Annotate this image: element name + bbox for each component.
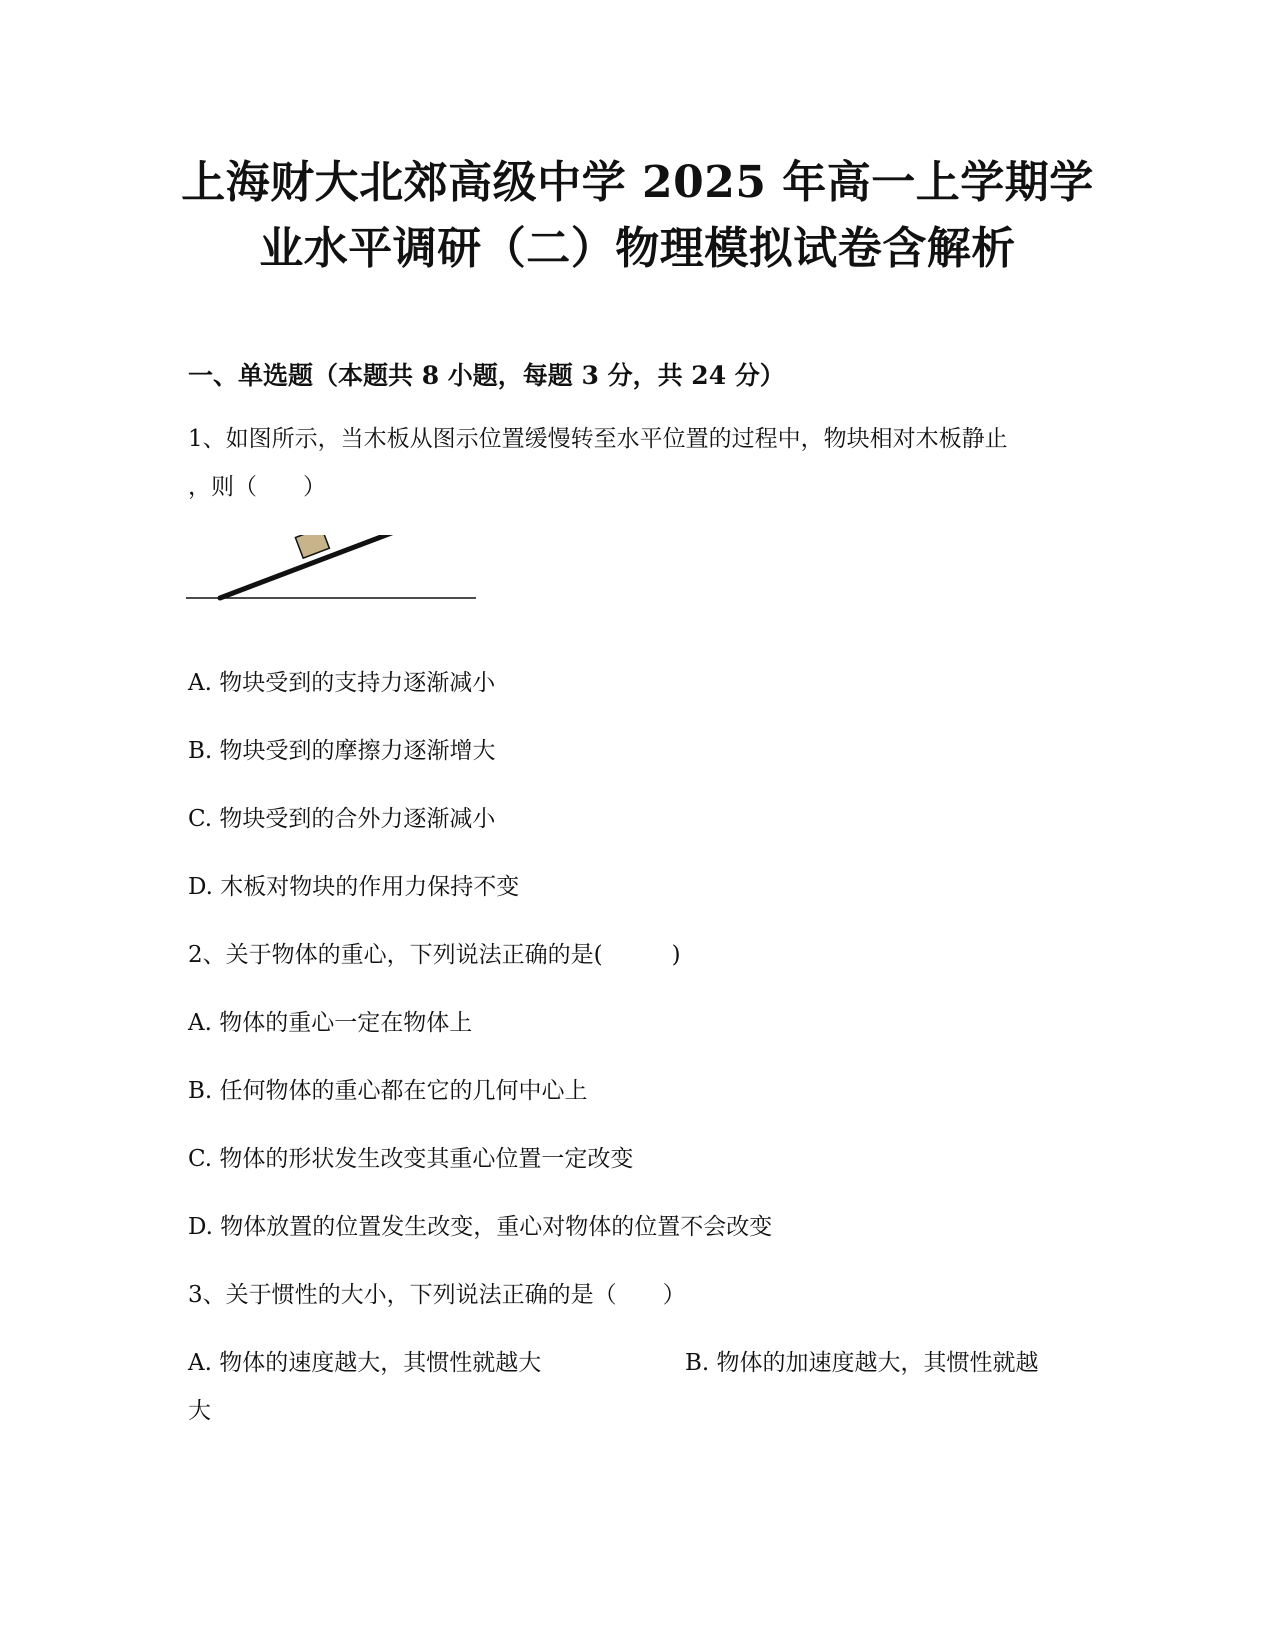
document-title [180,150,1095,282]
question-2-option-c: C. 物体的形状发生改变其重心位置一定改变 [188,1146,634,1172]
block-on-board [295,535,329,558]
question-2-option-b: B. 任何物体的重心都在它的几何中心上 [188,1078,588,1104]
question-3-option-b: B. 物体的加速度越大，其惯性就越 [685,1350,1039,1376]
question-1-option-b: B. 物块受到的摩擦力逐渐增大 [188,738,496,764]
question-1-stem-line-2: ，则（ ） [188,474,326,500]
question-2-option-d: D. 物体放置的位置发生改变，重心对物体的位置不会改变 [188,1214,773,1240]
section-heading-single-choice: 一、单选题（本题共 8 小题，每题 3 分，共 24 分） [188,361,785,390]
question-1-option-c: C. 物块受到的合外力逐渐减小 [188,806,496,832]
question-3-option-a: A. 物体的速度越大，其惯性就越大 [188,1350,542,1376]
question-1-option-a: A. 物块受到的支持力逐渐减小 [188,670,496,696]
question-3-stem: 3、关于惯性的大小，下列说法正确的是（ ） [188,1282,686,1308]
question-3-option-b-wrap: 大 [188,1398,211,1424]
question-1-stem-line-1: 1、如图所示，当木板从图示位置缓慢转至水平位置的过程中，物块相对木板静止 [188,426,1008,452]
question-1-option-d: D. 木板对物块的作用力保持不变 [188,874,520,900]
question-2-stem: 2、关于物体的重心，下列说法正确的是( ) [188,942,681,968]
title-line-2: 业水平调研（二）物理模拟试卷含解析 [259,223,1016,274]
title-line-1: 上海财大北郊高级中学 2025 年高一上学期学 [181,157,1094,208]
question-2-option-a: A. 物体的重心一定在物体上 [188,1010,473,1036]
inclined-board-figure [186,535,486,635]
